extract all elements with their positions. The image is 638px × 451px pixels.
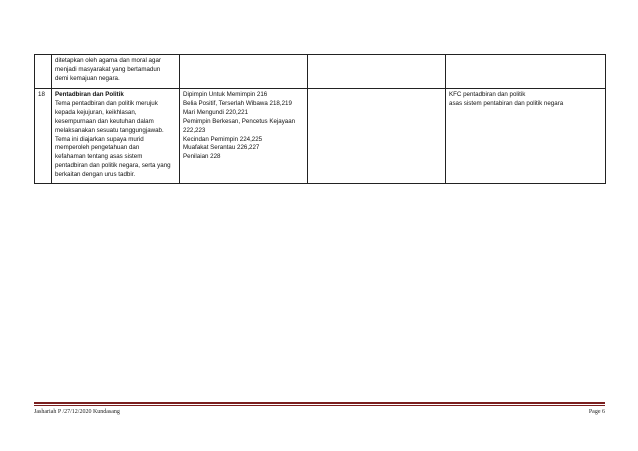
topic-line: Muafakat Serantau 226,227 — [183, 144, 260, 152]
topics-cell — [180, 89, 308, 184]
topic-line: Dipimpin Untuk Memimpin 216 — [183, 91, 268, 98]
theme-text-line: Tema ini diajarkan supaya murid — [55, 135, 144, 143]
footer-divider — [34, 405, 605, 406]
theme-text-line: kepada kejujuran, keikhlasan, — [55, 108, 137, 116]
note-line: KFC pentadbiran dan politik — [449, 91, 526, 98]
notes-cell — [446, 89, 606, 184]
table-row — [35, 89, 606, 184]
content-table — [34, 54, 606, 184]
theme-text-line: kesempurnaan dan keutuhan dalam — [55, 117, 154, 125]
note-line: asas sistem pentabiran dan politik negara — [449, 99, 564, 107]
topic-line: Mari Mengundi 220,221 — [183, 108, 249, 116]
page-number: Page 6 — [588, 409, 605, 415]
row-number: 18 — [38, 91, 45, 98]
theme-text-line: demi kemajuan negara. — [55, 74, 120, 82]
theme-cell — [52, 55, 180, 89]
table-row — [35, 55, 606, 89]
empty-cell — [308, 55, 446, 89]
theme-text-line: melaksanakan sesuatu tanggungjawab. — [55, 126, 164, 134]
theme-text-line: ditetapkan oleh agama dan moral agar — [55, 57, 161, 64]
footer-divider — [34, 402, 605, 404]
theme-text-line: berkaitan dengan urus tadbir. — [55, 171, 136, 179]
topic-line: Pemimpin Berkesan, Pencetus Kejayaan — [183, 117, 296, 125]
footer-author: Jashariah P /27/12/2020 Kundasang — [34, 409, 120, 415]
theme-title: Pentadbiran dan Politik — [55, 91, 124, 98]
theme-cell — [52, 89, 180, 184]
theme-text-line: menjadi masyarakat yang bertamadun — [55, 65, 161, 73]
topics-cell — [180, 55, 308, 89]
theme-text-line: memperoleh pengetahuan dan — [55, 144, 140, 152]
topic-line: Kecindan Pemimpin 224,225 — [183, 135, 263, 143]
empty-cell — [308, 89, 446, 184]
theme-text-line: Tema pentadbiran dan politik merujuk — [55, 99, 158, 107]
topic-line: Belia Positif, Terserlah Wibawa 218,219 — [183, 99, 292, 107]
theme-text-line: kefahaman tentang asas sistem — [55, 153, 143, 161]
row-number-cell — [35, 55, 52, 89]
topic-line: Penilaian 228 — [183, 153, 221, 161]
topic-line: 222,223 — [183, 126, 206, 134]
theme-text-line: pentadbiran dan politik negara, serta yang — [55, 162, 171, 170]
row-number-cell — [35, 89, 52, 184]
notes-cell — [446, 55, 606, 89]
